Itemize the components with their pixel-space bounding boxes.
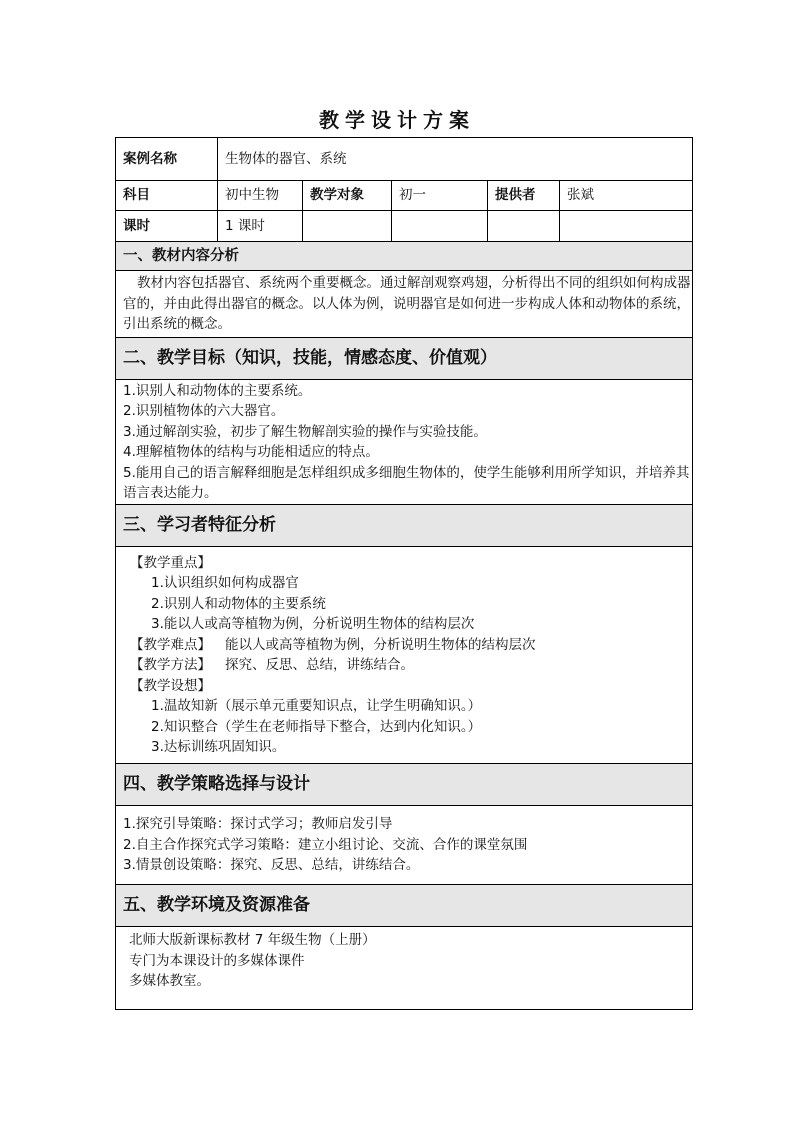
method-line (123, 655, 692, 676)
idea-item: 1.温故知新（展示单元重要知识点，让学生明确知识。） (151, 698, 482, 714)
strategy-item: 3.情景创设策略：探究、反思、总结，讲练结合。 (123, 857, 420, 874)
section-3-heading: 三、学习者特征分析 (116, 505, 693, 547)
objective-item: 1.识别人和动物体的主要系统。 (123, 382, 312, 399)
idea-item: 2.知识整合（学生在老师指导下整合，达到内化知识。） (151, 718, 482, 735)
section-1-heading: 一、教材内容分析 (116, 242, 693, 271)
empty-cell (392, 211, 488, 242)
provider-value: 张斌 (560, 181, 693, 211)
difficulty-line (123, 635, 692, 656)
section-3-content (116, 547, 693, 764)
strategy-item: 1.探究引导策略：探讨式学习；教师启发引导 (123, 816, 393, 833)
subject-label: 科目 (116, 181, 218, 211)
resource-item: 多媒体教室。 (129, 973, 210, 989)
key-point-item: 2.识别人和动物体的主要系统 (151, 595, 326, 612)
section-5-heading: 五、教学环境及资源准备 (116, 885, 693, 927)
empty-cell (560, 211, 693, 242)
subject-row (116, 181, 693, 211)
hours-row (116, 211, 693, 242)
subject-value: 初中生物 (218, 181, 303, 211)
empty-cell (488, 211, 560, 242)
key-point-item: 3.能以人或高等植物为例，分析说明生物体的结构层次 (151, 616, 475, 632)
audience-value: 初一 (392, 181, 488, 211)
section-4-list (116, 806, 693, 885)
provider-label: 提供者 (488, 181, 560, 211)
key-point-item: 1.认识组织如何构成器官 (151, 575, 299, 591)
objective-item: 4.理解植物体的结构与功能相适应的特点。 (123, 444, 379, 460)
resource-item: 专门为本课设计的多媒体课件 (129, 952, 305, 969)
method-label: 【教学方法】 (130, 657, 211, 673)
design-table (115, 137, 693, 1010)
resource-item: 北师大版新课标教材 7 年级生物（上册） (129, 932, 376, 948)
objective-item: 3.通过解剖实验，初步了解生物解剖实验的操作与实验技能。 (123, 423, 487, 440)
objective-item: 5.能用自己的语言解释细胞是怎样组织成多细胞生物体的，使学生能够利用所学知识，并培养其语言表达能力。 (123, 464, 690, 501)
difficulty-label: 【教学难点】 (130, 636, 211, 653)
objective-item: 2.识别植物体的六大器官。 (123, 403, 285, 419)
idea-item: 3.达标训练巩固知识。 (151, 739, 286, 755)
audience-label: 教学对象 (303, 181, 392, 211)
section-2-heading: 二、教学目标（知识，技能，情感态度、价值观） (116, 338, 693, 380)
section-2-list (116, 380, 693, 505)
section-1-text: 教材内容包括器官、系统两个重要概念。通过解剖观察鸡翅，分析得出不同的组织如何构成器官的，并由此得出器官的概念。以人体为例，说明器官是如何进一步构成人体和动物体的系统，引出系统的概念。 (116, 271, 693, 338)
hours-value: 1 课时 (218, 211, 303, 242)
difficulty-text: 能以人或高等植物为例，分析说明生物体的结构层次 (225, 636, 536, 653)
key-points-label: 【教学重点】 (130, 554, 211, 571)
method-text: 探究、反思、总结，讲练结合。 (225, 657, 414, 673)
idea-label: 【教学设想】 (130, 677, 211, 694)
case-name-value: 生物体的器官、系统 (218, 138, 693, 181)
section-4-heading: 四、教学策略选择与设计 (116, 764, 693, 806)
case-name-label: 案例名称 (116, 138, 218, 181)
hours-label: 课时 (116, 211, 218, 242)
strategy-item: 2.自主合作探究式学习策略：建立小组讨论、交流、合作的课堂氛围 (123, 836, 528, 853)
case-name-row (116, 138, 693, 181)
section-5-list (116, 927, 693, 1010)
page-title: 教学设计方案 (319, 108, 475, 132)
empty-cell (303, 211, 392, 242)
